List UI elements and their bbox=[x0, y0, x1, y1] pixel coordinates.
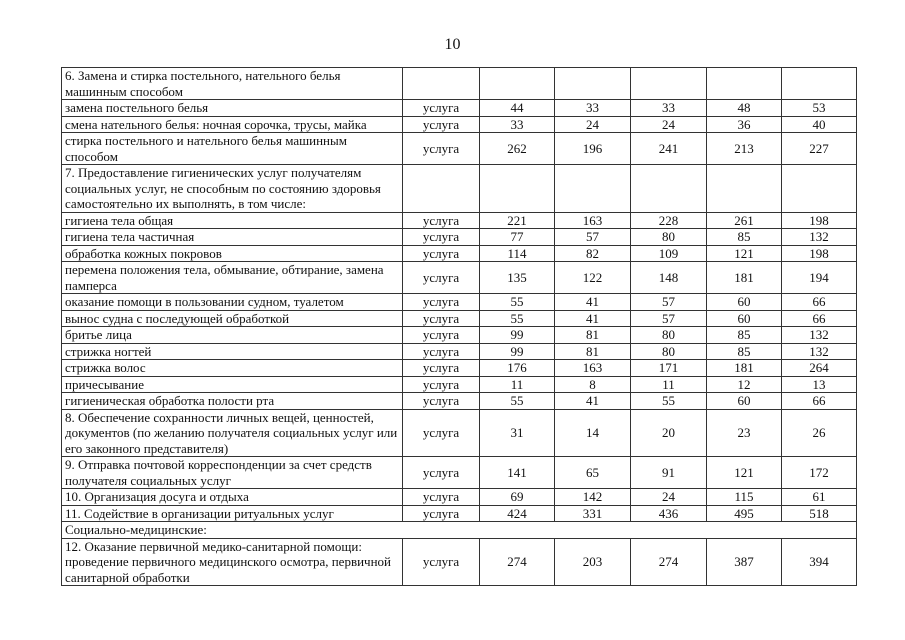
value-cell: 141 bbox=[480, 457, 555, 489]
value-cell: 171 bbox=[631, 360, 707, 377]
value-cell: 55 bbox=[480, 310, 555, 327]
unit-cell: услуга bbox=[403, 229, 480, 246]
unit-cell bbox=[403, 165, 480, 213]
value-cell: 518 bbox=[782, 505, 857, 522]
table-row bbox=[62, 310, 857, 327]
value-cell: 57 bbox=[631, 294, 707, 311]
value-cell: 26 bbox=[782, 409, 857, 457]
value-cell: 85 bbox=[707, 229, 782, 246]
value-cell: 121 bbox=[707, 245, 782, 262]
group-header-row bbox=[62, 165, 857, 213]
value-cell: 41 bbox=[555, 393, 631, 410]
value-cell: 213 bbox=[707, 133, 782, 165]
unit-cell: услуга bbox=[403, 457, 480, 489]
unit-cell: услуга bbox=[403, 538, 480, 586]
services-table-body bbox=[62, 68, 857, 586]
value-cell: 80 bbox=[631, 343, 707, 360]
value-cell: 41 bbox=[555, 294, 631, 311]
table-row bbox=[62, 133, 857, 165]
table-row bbox=[62, 100, 857, 117]
value-cell: 148 bbox=[631, 262, 707, 294]
value-cell: 66 bbox=[782, 393, 857, 410]
value-cell: 77 bbox=[480, 229, 555, 246]
value-cell: 8 bbox=[555, 376, 631, 393]
service-name: 12. Оказание первичной медико-санитарной помощи: проведение первичного медицинского осмотра, первичной санитарной обработки bbox=[62, 538, 403, 586]
value-cell: 194 bbox=[782, 262, 857, 294]
value-cell: 163 bbox=[555, 360, 631, 377]
value-cell: 221 bbox=[480, 212, 555, 229]
value-cell: 264 bbox=[782, 360, 857, 377]
value-cell: 13 bbox=[782, 376, 857, 393]
value-cell: 115 bbox=[707, 489, 782, 506]
value-cell: 261 bbox=[707, 212, 782, 229]
value-cell bbox=[782, 68, 857, 100]
value-cell: 55 bbox=[480, 294, 555, 311]
table-row bbox=[62, 538, 857, 586]
section-title: Социально-медицинские: bbox=[62, 522, 857, 539]
value-cell: 85 bbox=[707, 327, 782, 344]
value-cell: 40 bbox=[782, 116, 857, 133]
service-name: стрижка ногтей bbox=[62, 343, 403, 360]
service-name: 9. Отправка почтовой корреспонденции за счет средств получателя социальных услуг bbox=[62, 457, 403, 489]
value-cell: 60 bbox=[707, 393, 782, 410]
value-cell: 69 bbox=[480, 489, 555, 506]
value-cell bbox=[555, 165, 631, 213]
table-row bbox=[62, 505, 857, 522]
value-cell: 60 bbox=[707, 310, 782, 327]
page-number: 10 bbox=[444, 36, 461, 53]
value-cell: 274 bbox=[480, 538, 555, 586]
section-row bbox=[62, 522, 857, 539]
service-name: причесывание bbox=[62, 376, 403, 393]
value-cell: 424 bbox=[480, 505, 555, 522]
value-cell bbox=[631, 68, 707, 100]
value-cell: 181 bbox=[707, 360, 782, 377]
value-cell: 181 bbox=[707, 262, 782, 294]
value-cell bbox=[555, 68, 631, 100]
unit-cell: услуга bbox=[403, 393, 480, 410]
value-cell: 241 bbox=[631, 133, 707, 165]
service-name: 11. Содействие в организации ритуальных услуг bbox=[62, 505, 403, 522]
service-name: гигиена тела частичная bbox=[62, 229, 403, 246]
table-row bbox=[62, 245, 857, 262]
value-cell: 99 bbox=[480, 343, 555, 360]
unit-cell: услуга bbox=[403, 376, 480, 393]
unit-cell: услуга bbox=[403, 409, 480, 457]
value-cell: 135 bbox=[480, 262, 555, 294]
service-name: гигиеническая обработка полости рта bbox=[62, 393, 403, 410]
value-cell: 436 bbox=[631, 505, 707, 522]
service-name: 7. Предоставление гигиенических услуг получателям социальных услуг, не способным по состоянию здоровья самостоятельно их выполнять, в том числе: bbox=[62, 165, 403, 213]
service-name: 10. Организация досуга и отдыха bbox=[62, 489, 403, 506]
value-cell: 132 bbox=[782, 327, 857, 344]
value-cell: 142 bbox=[555, 489, 631, 506]
unit-cell: услуга bbox=[403, 100, 480, 117]
value-cell: 196 bbox=[555, 133, 631, 165]
value-cell: 11 bbox=[631, 376, 707, 393]
table-row bbox=[62, 409, 857, 457]
unit-cell: услуга bbox=[403, 116, 480, 133]
value-cell: 66 bbox=[782, 310, 857, 327]
value-cell: 394 bbox=[782, 538, 857, 586]
service-name: обработка кожных покровов bbox=[62, 245, 403, 262]
table-row bbox=[62, 212, 857, 229]
value-cell: 132 bbox=[782, 229, 857, 246]
value-cell: 81 bbox=[555, 343, 631, 360]
table-row bbox=[62, 294, 857, 311]
table-row bbox=[62, 393, 857, 410]
service-name: перемена положения тела, обмывание, обтирание, замена памперса bbox=[62, 262, 403, 294]
value-cell: 274 bbox=[631, 538, 707, 586]
value-cell: 262 bbox=[480, 133, 555, 165]
value-cell: 33 bbox=[631, 100, 707, 117]
value-cell: 33 bbox=[555, 100, 631, 117]
value-cell: 66 bbox=[782, 294, 857, 311]
value-cell: 172 bbox=[782, 457, 857, 489]
group-header-row bbox=[62, 68, 857, 100]
value-cell: 57 bbox=[555, 229, 631, 246]
unit-cell: услуга bbox=[403, 262, 480, 294]
unit-cell: услуга bbox=[403, 245, 480, 262]
value-cell: 33 bbox=[480, 116, 555, 133]
table-row bbox=[62, 229, 857, 246]
value-cell: 20 bbox=[631, 409, 707, 457]
value-cell bbox=[707, 165, 782, 213]
service-name: 6. Замена и стирка постельного, нательного белья машинным способом bbox=[62, 68, 403, 100]
value-cell bbox=[631, 165, 707, 213]
value-cell bbox=[480, 68, 555, 100]
unit-cell: услуга bbox=[403, 327, 480, 344]
value-cell: 203 bbox=[555, 538, 631, 586]
service-name: замена постельного белья bbox=[62, 100, 403, 117]
unit-cell: услуга bbox=[403, 294, 480, 311]
service-name: 8. Обеспечение сохранности личных вещей, ценностей, документов (по желанию получателя социальных услуг или его законного представителя) bbox=[62, 409, 403, 457]
value-cell: 12 bbox=[707, 376, 782, 393]
value-cell: 121 bbox=[707, 457, 782, 489]
value-cell: 48 bbox=[707, 100, 782, 117]
service-name: бритье лица bbox=[62, 327, 403, 344]
value-cell: 23 bbox=[707, 409, 782, 457]
value-cell: 11 bbox=[480, 376, 555, 393]
unit-cell bbox=[403, 68, 480, 100]
service-name: оказание помощи в пользовании судном, туалетом bbox=[62, 294, 403, 311]
table-row bbox=[62, 343, 857, 360]
value-cell: 91 bbox=[631, 457, 707, 489]
unit-cell: услуга bbox=[403, 212, 480, 229]
value-cell bbox=[782, 165, 857, 213]
value-cell bbox=[707, 68, 782, 100]
value-cell: 227 bbox=[782, 133, 857, 165]
value-cell: 228 bbox=[631, 212, 707, 229]
unit-cell: услуга bbox=[403, 505, 480, 522]
table-row bbox=[62, 457, 857, 489]
unit-cell: услуга bbox=[403, 360, 480, 377]
services-table bbox=[61, 67, 857, 586]
value-cell: 163 bbox=[555, 212, 631, 229]
service-name: вынос судна с последующей обработкой bbox=[62, 310, 403, 327]
service-name: смена нательного белья: ночная сорочка, трусы, майка bbox=[62, 116, 403, 133]
value-cell: 109 bbox=[631, 245, 707, 262]
value-cell: 24 bbox=[631, 489, 707, 506]
value-cell: 122 bbox=[555, 262, 631, 294]
value-cell: 41 bbox=[555, 310, 631, 327]
value-cell: 24 bbox=[555, 116, 631, 133]
value-cell: 198 bbox=[782, 245, 857, 262]
value-cell: 36 bbox=[707, 116, 782, 133]
value-cell: 331 bbox=[555, 505, 631, 522]
value-cell: 53 bbox=[782, 100, 857, 117]
value-cell: 495 bbox=[707, 505, 782, 522]
table-row bbox=[62, 489, 857, 506]
value-cell: 61 bbox=[782, 489, 857, 506]
value-cell: 60 bbox=[707, 294, 782, 311]
value-cell: 57 bbox=[631, 310, 707, 327]
service-name: стирка постельного и нательного белья машинным способом bbox=[62, 133, 403, 165]
value-cell: 44 bbox=[480, 100, 555, 117]
value-cell: 80 bbox=[631, 327, 707, 344]
value-cell: 387 bbox=[707, 538, 782, 586]
value-cell: 24 bbox=[631, 116, 707, 133]
unit-cell: услуга bbox=[403, 343, 480, 360]
table-row bbox=[62, 262, 857, 294]
value-cell: 132 bbox=[782, 343, 857, 360]
value-cell: 65 bbox=[555, 457, 631, 489]
table-row bbox=[62, 327, 857, 344]
value-cell: 82 bbox=[555, 245, 631, 262]
service-name: стрижка волос bbox=[62, 360, 403, 377]
value-cell: 176 bbox=[480, 360, 555, 377]
value-cell: 114 bbox=[480, 245, 555, 262]
value-cell: 99 bbox=[480, 327, 555, 344]
table-row bbox=[62, 116, 857, 133]
value-cell: 55 bbox=[631, 393, 707, 410]
value-cell: 31 bbox=[480, 409, 555, 457]
value-cell: 85 bbox=[707, 343, 782, 360]
unit-cell: услуга bbox=[403, 489, 480, 506]
value-cell: 55 bbox=[480, 393, 555, 410]
unit-cell: услуга bbox=[403, 310, 480, 327]
value-cell bbox=[480, 165, 555, 213]
value-cell: 198 bbox=[782, 212, 857, 229]
service-name: гигиена тела общая bbox=[62, 212, 403, 229]
unit-cell: услуга bbox=[403, 133, 480, 165]
value-cell: 80 bbox=[631, 229, 707, 246]
value-cell: 14 bbox=[555, 409, 631, 457]
table-row bbox=[62, 376, 857, 393]
value-cell: 81 bbox=[555, 327, 631, 344]
table-row bbox=[62, 360, 857, 377]
